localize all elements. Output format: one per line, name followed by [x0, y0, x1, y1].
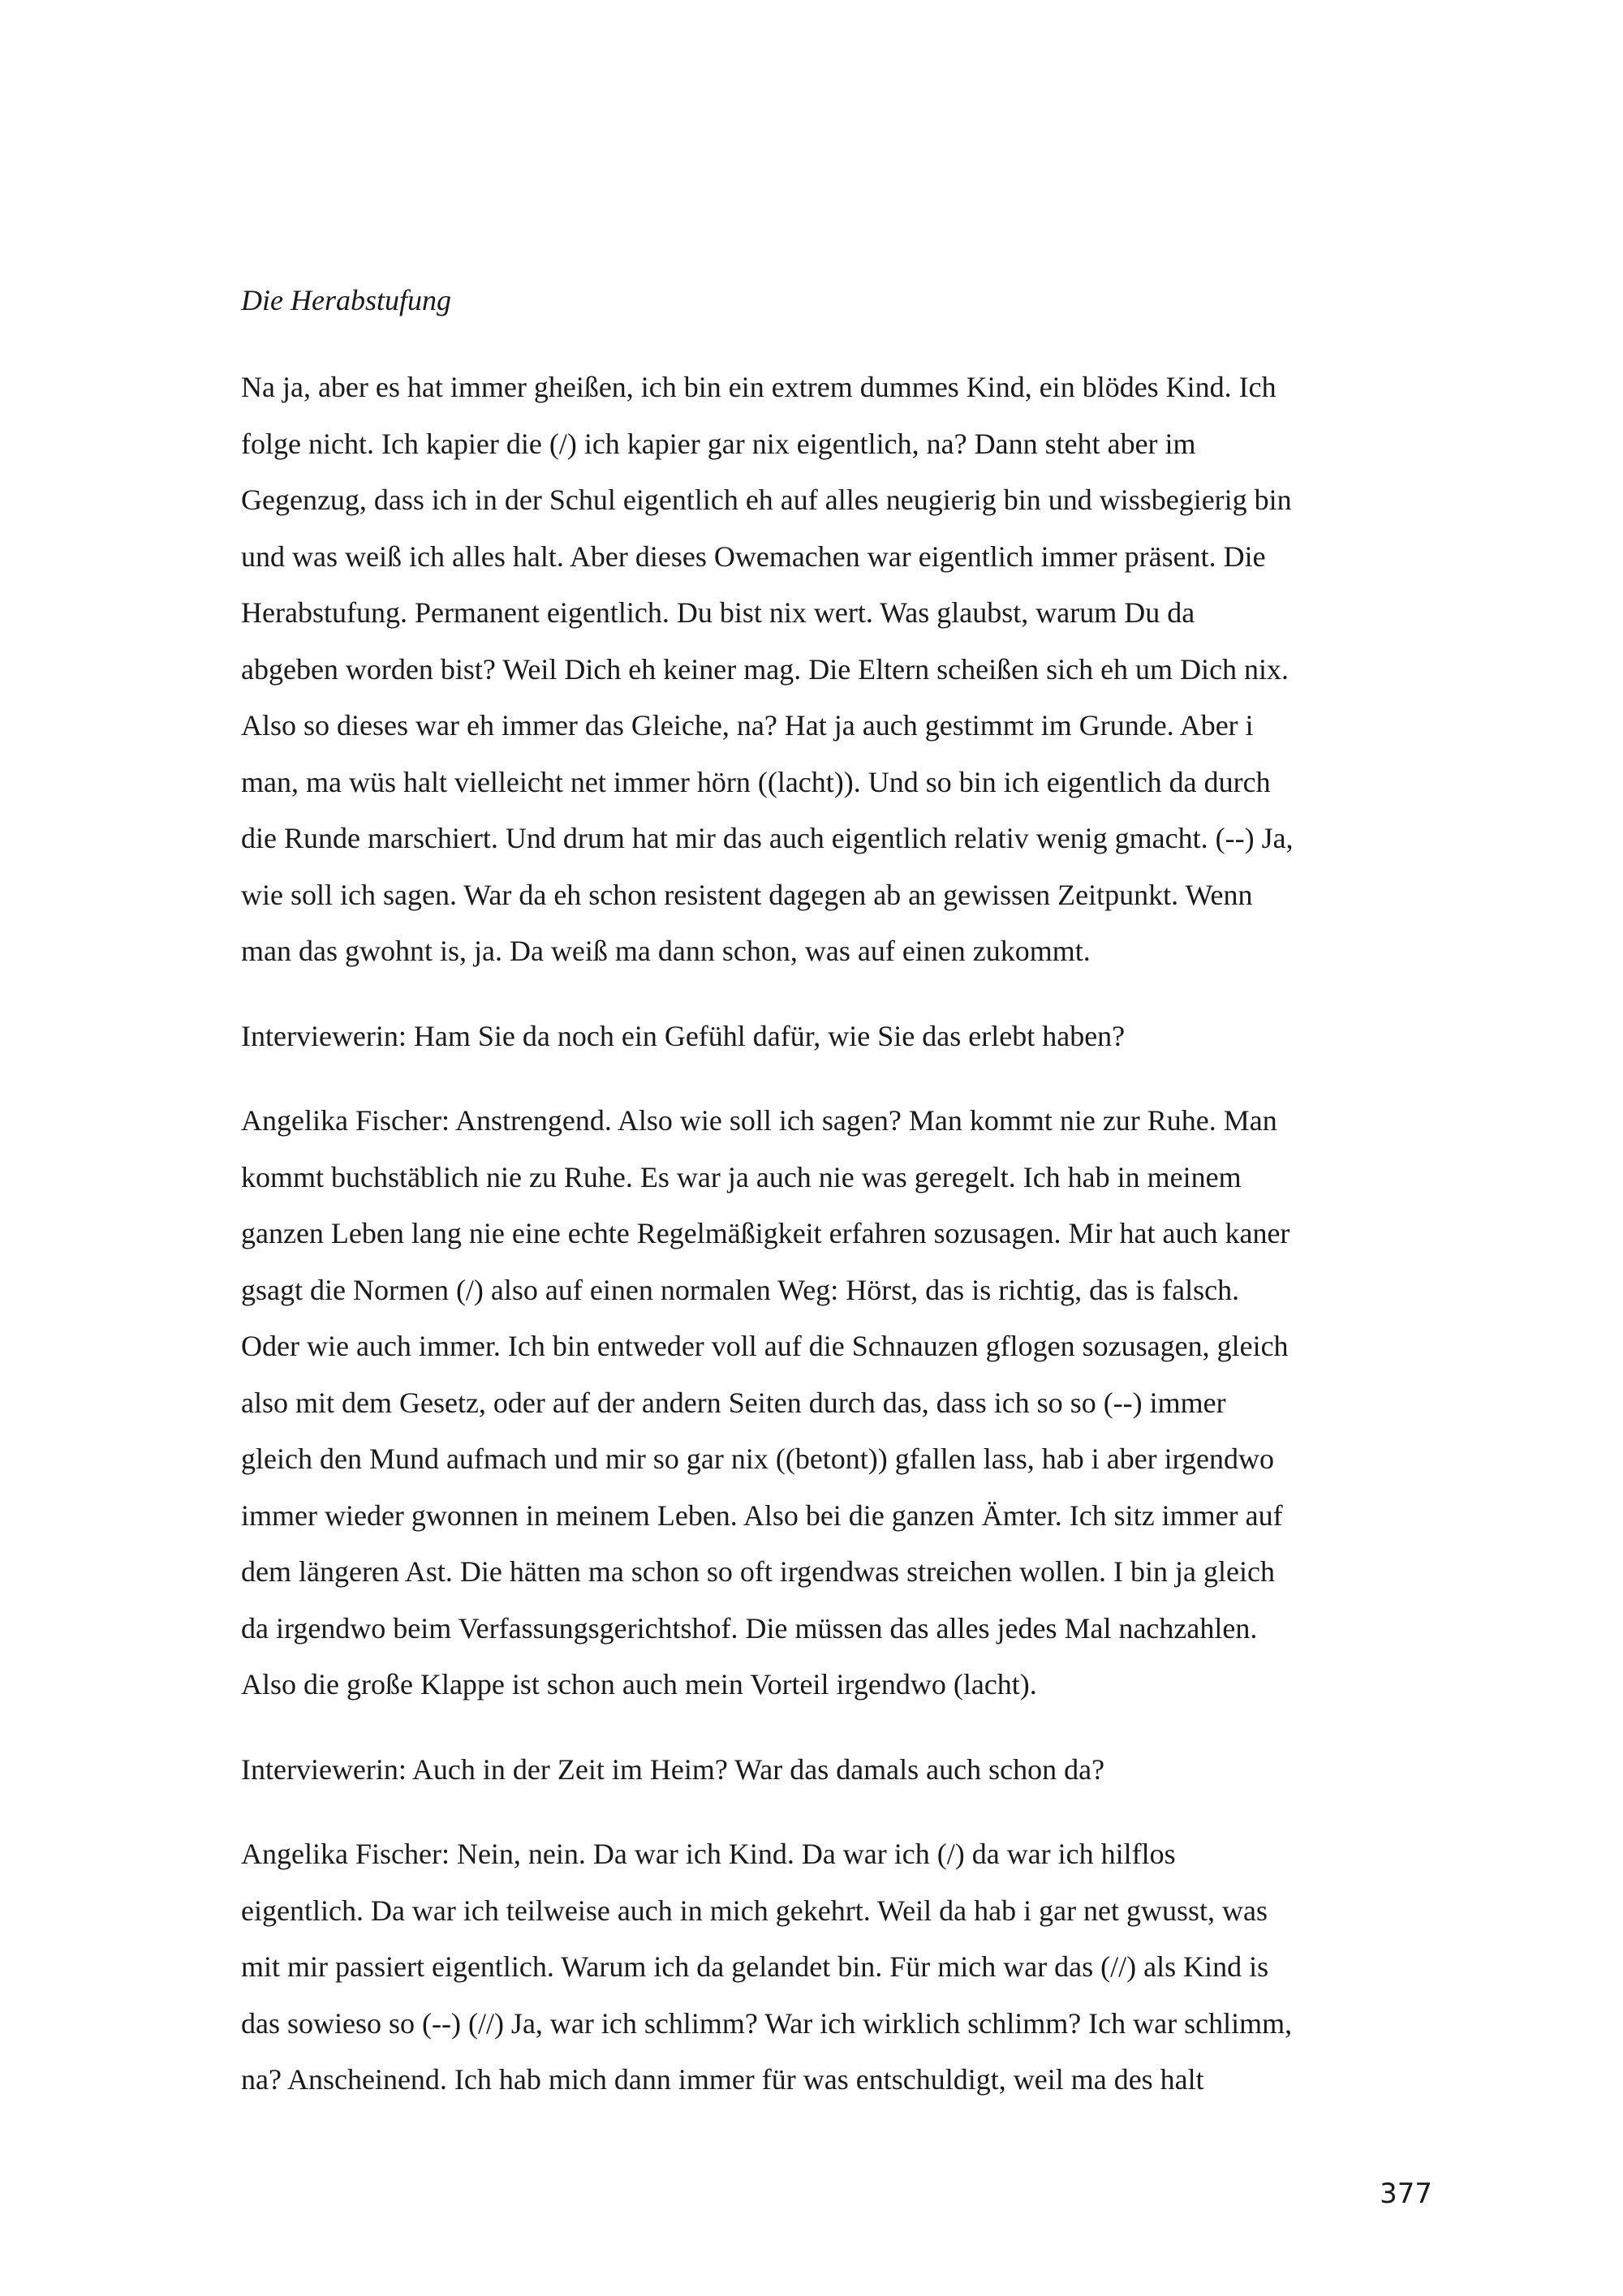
page-number: 377: [1380, 2178, 1432, 2210]
section-title: Die Herabstufung: [241, 284, 451, 316]
text-line: die Runde marschiert. Und drum hat mir das auch eigentlich relativ wenig gmacht. (--) Ja,: [241, 822, 1294, 854]
text-line: ganzen Leben lang nie eine echte Regelmäßigkeit erfahren sozusagen. Mir hat auch kaner: [241, 1217, 1290, 1249]
text-line: man das gwohnt is, ja. Da weiß ma dann schon, was auf einen zukommt.: [241, 935, 1091, 967]
text-line: eigentlich. Da war ich teilweise auch in mich gekehrt. Weil da hab i gar net gwusst, was: [241, 1894, 1268, 1927]
text-line: Oder wie auch immer. Ich bin entweder voll auf die Schnauzen gflogen sozusagen, gleich: [241, 1330, 1289, 1362]
text-line: Herabstufung. Permanent eigentlich. Du bist nix wert. Was glaubst, warum Du da: [241, 596, 1195, 629]
paragraph: [241, 1826, 1434, 2109]
text-line: na? Anscheinend. Ich hab mich dann immer für was entschuldigt, weil ma des halt: [241, 2063, 1204, 2096]
text-line: Interviewerin: Auch in der Zeit im Heim? War das damals auch schon da?: [241, 1752, 1105, 1786]
text-line: immer wieder gwonnen in meinem Leben. Also bei die ganzen Ämter. Ich sitz immer auf: [241, 1498, 1283, 1532]
paragraph: [241, 359, 1434, 980]
text-line: gleich den Mund aufmach und mir so gar nix ((betont)) gfallen lass, hab i aber irgendwo: [241, 1443, 1274, 1475]
paragraph: [241, 1093, 1434, 1713]
text-line: folge nicht. Ich kapier die (/) ich kapier gar nix eigentlich, na? Dann steht aber im: [241, 427, 1196, 460]
text-line: dem längeren Ast. Die hätten ma schon so oft irgendwas streichen wollen. I bin ja gleich: [241, 1555, 1275, 1588]
paragraph: [241, 1008, 1434, 1065]
text-line: Interviewerin: Ham Sie da noch ein Gefühl dafür, wie Sie das erlebt haben?: [241, 1019, 1126, 1052]
text-line: und was weiß ich alles halt. Aber dieses Owemachen war eigentlich immer präsent. Die: [241, 540, 1266, 573]
text-line: abgeben worden bist? Weil Dich eh keiner mag. Die Eltern scheißen sich eh um Dich nix.: [241, 652, 1289, 686]
text-line: da irgendwo beim Verfassungsgerichtshof. Die müssen das alles jedes Mal nachzahlen.: [241, 1611, 1258, 1645]
text-line: Gegenzug, dass ich in der Schul eigentlich eh auf alles neugierig bin und wissbegierig bin: [241, 484, 1292, 516]
text-line: Angelika Fischer: Nein, nein. Da war ich Kind. Da war ich (/) da war ich hilflos: [241, 1838, 1176, 1870]
text-line: Also so dieses war eh immer das Gleiche, na? Hat ja auch gestimmt im Grunde. Aber i: [241, 709, 1254, 742]
text-line: gsagt die Normen (/) also auf einen normalen Weg: Hörst, das is richtig, das is falsch.: [241, 1273, 1240, 1306]
text-line: also mit dem Gesetz, oder auf der andern Seiten durch das, dass ich so so (--) immer: [241, 1386, 1226, 1419]
page-content: [241, 280, 1434, 2137]
text-line: Angelika Fischer: Anstrengend. Also wie soll ich sagen? Man kommt nie zur Ruhe. Man: [241, 1104, 1277, 1137]
text-line: man, ma wüs halt vielleicht net immer hörn ((lacht)). Und so bin ich eigentlich da durch: [241, 765, 1271, 798]
text-line: Also die große Klappe ist schon auch mein Vorteil irgendwo (lacht).: [241, 1668, 1037, 1701]
text-line: mit mir passiert eigentlich. Warum ich da gelandet bin. Für mich war das (//) als Kind is: [241, 1950, 1269, 1983]
text-line: das sowieso so (--) (//) Ja, war ich schlimm? War ich wirklich schlimm? Ich war schlimm,: [241, 2006, 1293, 2040]
text-line: wie soll ich sagen. War da eh schon resistent dagegen ab an gewissen Zeitpunkt. Wenn: [241, 878, 1253, 911]
text-line: kommt buchstäblich nie zu Ruhe. Es war ja auch nie was geregelt. Ich hab in meinem: [241, 1160, 1242, 1193]
text-line: Na ja, aber es hat immer gheißen, ich bin ein extrem dummes Kind, ein blödes Kind. Ich: [241, 371, 1276, 403]
paragraphs: [241, 359, 1434, 2109]
paragraph: [241, 1742, 1434, 1799]
